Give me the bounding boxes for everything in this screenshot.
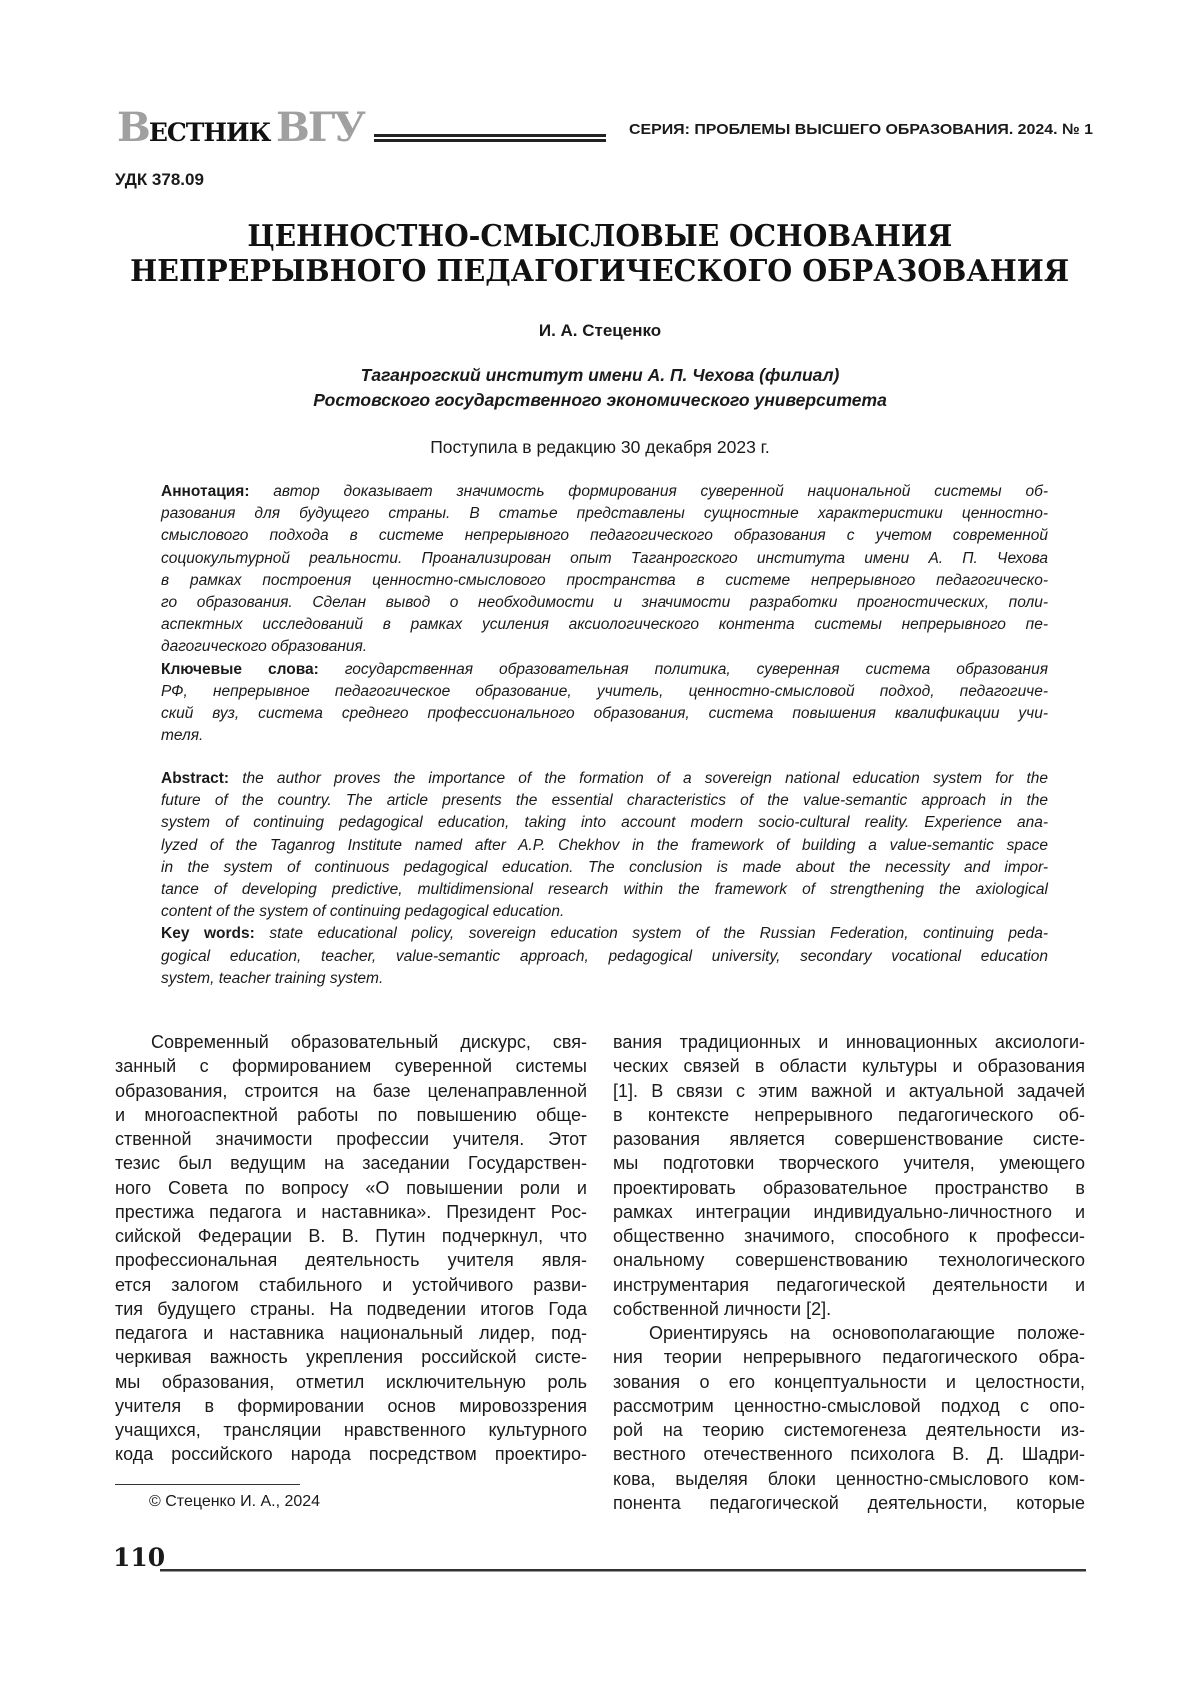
body-text-line: престижа педагога и наставника». Президент Рос-	[115, 1200, 587, 1224]
abstract-english	[161, 768, 1048, 990]
received-date: Поступила в редакцию 30 декабря 2023 г.	[0, 437, 1200, 458]
article-title-line-1: ЦЕННОСТНО-СМЫСЛОВЫЕ ОСНОВАНИЯ	[0, 220, 1200, 254]
series-title: СЕРИЯ: ПРОБЛЕМЫ ВЫСШЕГО ОБРАЗОВАНИЯ. 2024. № 1	[629, 120, 1093, 140]
abstract-line: future of the country. The article presents the essential characteristics of the value-semantic approach in the	[161, 790, 1048, 812]
abstract-line: аспектных исследований в рамках усиления аксиологического контента системы непрерывного пе-	[161, 614, 1048, 636]
body-text-line: [1]. В связи с этим важной и актуальной задачей	[613, 1079, 1085, 1103]
body-text-line: разования является совершенствование систе-	[613, 1127, 1085, 1151]
abstract-line: content of the system of continuing pedagogical education.	[161, 901, 1048, 923]
body-text-line: собственной личности [2].	[613, 1297, 1085, 1321]
abstract-line: lyzed of the Taganrog Institute named after A.P. Chekhov in the framework of building a value-semantic space	[161, 835, 1048, 857]
body-text-line: рой на теорию системогенеза деятельности из-	[613, 1418, 1085, 1442]
body-text-line: рассмотрим ценностно-смысловой подход с опо-	[613, 1394, 1085, 1418]
body-text-line: ного Совета по вопросу «О повышении роли и	[115, 1176, 587, 1200]
body-text-line: вания традиционных и инновационных аксиологи-	[613, 1030, 1085, 1054]
author-name: И. А. Стеценко	[0, 321, 1200, 341]
logo-abbr: ВГУ	[276, 104, 364, 151]
body-text-line: ческих связей в области культуры и образования	[613, 1054, 1085, 1078]
udk-code: УДК 378.09	[115, 170, 204, 190]
body-text-line: тезис был ведущим на заседании Государствен-	[115, 1151, 587, 1175]
abstract-line: го образования. Сделан вывод о необходимости и значимости разработки прогностических, поли-	[161, 592, 1048, 614]
footer-rule	[160, 1569, 1086, 1571]
abstract-line: gogical education, teacher, value-semantic approach, pedagogical university, secondary vocational education	[161, 946, 1048, 968]
abstract-line: Ключевые слова: государственная образовательная политика, суверенная система образования	[161, 659, 1048, 681]
body-text-line: проектировать образовательное пространство в	[613, 1176, 1085, 1200]
body-text-line: ния теории непрерывного педагогического обра-	[613, 1345, 1085, 1369]
abstract-line: Abstract: the author proves the importance of the formation of a sovereign national education system for the	[161, 768, 1048, 790]
section-label: Key words:	[161, 925, 255, 942]
body-column-right	[613, 1030, 1085, 1515]
body-text-line: кова, выделяя блоки ценностно-смыслового ком-	[613, 1467, 1085, 1491]
body-text-line: ственной значимости профессии учителя. Этот	[115, 1127, 587, 1151]
abstract-line: Key words: state educational policy, sovereign education system of the Russian Federation, continuing peda-	[161, 923, 1048, 945]
body-text-line: тия будущего страны. На подведении итогов Года	[115, 1297, 587, 1321]
body-text-line: профессиональная деятельность учителя явля-	[115, 1248, 587, 1272]
body-text-line: вестного отечественного психолога В. Д. Шадри-	[613, 1442, 1085, 1466]
body-text-line: Ориентируясь на основополагающие положе-	[613, 1321, 1085, 1345]
abstract-line: ский вуз, система среднего профессионального образования, система повышения квалификации учи-	[161, 703, 1048, 725]
footnote-divider	[115, 1484, 300, 1485]
body-text-line: понента педагогической деятельности, которые	[613, 1491, 1085, 1515]
body-text-line: черкивая важность укрепления российской систе-	[115, 1345, 587, 1369]
body-text-line: Современный образовательный дискурс, свя-	[115, 1030, 587, 1054]
section-label: Abstract:	[161, 770, 229, 787]
body-text-line: педагога и наставника национальный лидер, под-	[115, 1321, 587, 1345]
body-text-line: ется залогом стабильного и устойчивого разви-	[115, 1273, 587, 1297]
copyright-footnote: © Стеценко И. А., 2024	[149, 1493, 320, 1511]
body-text-line: мы образования, отметил исключительную роль	[115, 1370, 587, 1394]
body-text-line: в контексте непрерывного педагогического об-	[613, 1103, 1085, 1127]
section-label: Аннотация:	[161, 483, 249, 500]
section-label: Ключевые слова:	[161, 661, 319, 678]
body-text-line: кода российского народа посредством проектиро-	[115, 1442, 587, 1466]
abstract-line: социокультурной реальности. Проанализирован опыт Таганрогского института имени А. П. Чехова	[161, 548, 1048, 570]
body-text-line: занный с формированием суверенной системы	[115, 1054, 587, 1078]
abstract-line: в рамках построения ценностно-смыслового пространства в системе непрерывного педагогическо-	[161, 570, 1048, 592]
abstract-line: РФ, непрерывное педагогическое образование, учитель, ценностно-смысловой подход, педагогиче-	[161, 681, 1048, 703]
abstract-line: смыслового подхода в системе непрерывного педагогического образования с учетом современной	[161, 525, 1048, 547]
body-text-line: мы подготовки творческого учителя, умеющего	[613, 1151, 1085, 1175]
abstract-line: system, teacher training system.	[161, 968, 1048, 990]
logo-rest: ЕСТНИК	[149, 118, 271, 147]
abstract-russian	[161, 481, 1048, 747]
abstract-line: дагогического образования.	[161, 636, 1048, 658]
body-text-line: образования, строится на базе целенаправленной	[115, 1079, 587, 1103]
page-number: 110	[113, 1543, 165, 1572]
abstract-line: теля.	[161, 725, 1048, 747]
body-text-line: зования о его концептуальности и целостности,	[613, 1370, 1085, 1394]
journal-logo	[117, 104, 364, 148]
body-column-left	[115, 1030, 587, 1467]
body-text-line: сийской Федерации В. В. Путин подчеркнул, что	[115, 1224, 587, 1248]
body-text-line: и многоаспектной работы по повышению обще-	[115, 1103, 587, 1127]
body-text-line: ональному совершенствованию технологического	[613, 1248, 1085, 1272]
logo-initial: В	[117, 104, 149, 151]
abstract-line: tance of developing predictive, multidimensional research within the framework of strengthening the axiological	[161, 879, 1048, 901]
body-text-line: инструментария педагогической деятельности и	[613, 1273, 1085, 1297]
affiliation-line-1: Таганрогский институт имени А. П. Чехова (филиал)	[0, 363, 1200, 387]
body-text-line: рамках интеграции индивидуально-личностного и	[613, 1200, 1085, 1224]
abstract-line: in the system of continuous pedagogical education. The conclusion is made about the necessity and impor-	[161, 857, 1048, 879]
abstract-line: Аннотация: автор доказывает значимость формирования суверенной национальной системы об-	[161, 481, 1048, 503]
header-double-rule	[374, 134, 606, 143]
body-text-line: учащихся, трансляции нравственного культурного	[115, 1418, 587, 1442]
body-text-line: учителя в формировании основ мировоззрения	[115, 1394, 587, 1418]
abstract-line: разования для будущего страны. В статье представлены сущностные характеристики ценностно-	[161, 503, 1048, 525]
body-text-line: общественно значимого, способного к професси-	[613, 1224, 1085, 1248]
article-title-line-2: НЕПРЕРЫВНОГО ПЕДАГОГИЧЕСКОГО ОБРАЗОВАНИЯ	[0, 255, 1200, 289]
affiliation-line-2: Ростовского государственного экономического университета	[0, 388, 1200, 412]
abstract-line: system of continuing pedagogical education, taking into account modern socio-cultural reality. Experience ana-	[161, 812, 1048, 834]
